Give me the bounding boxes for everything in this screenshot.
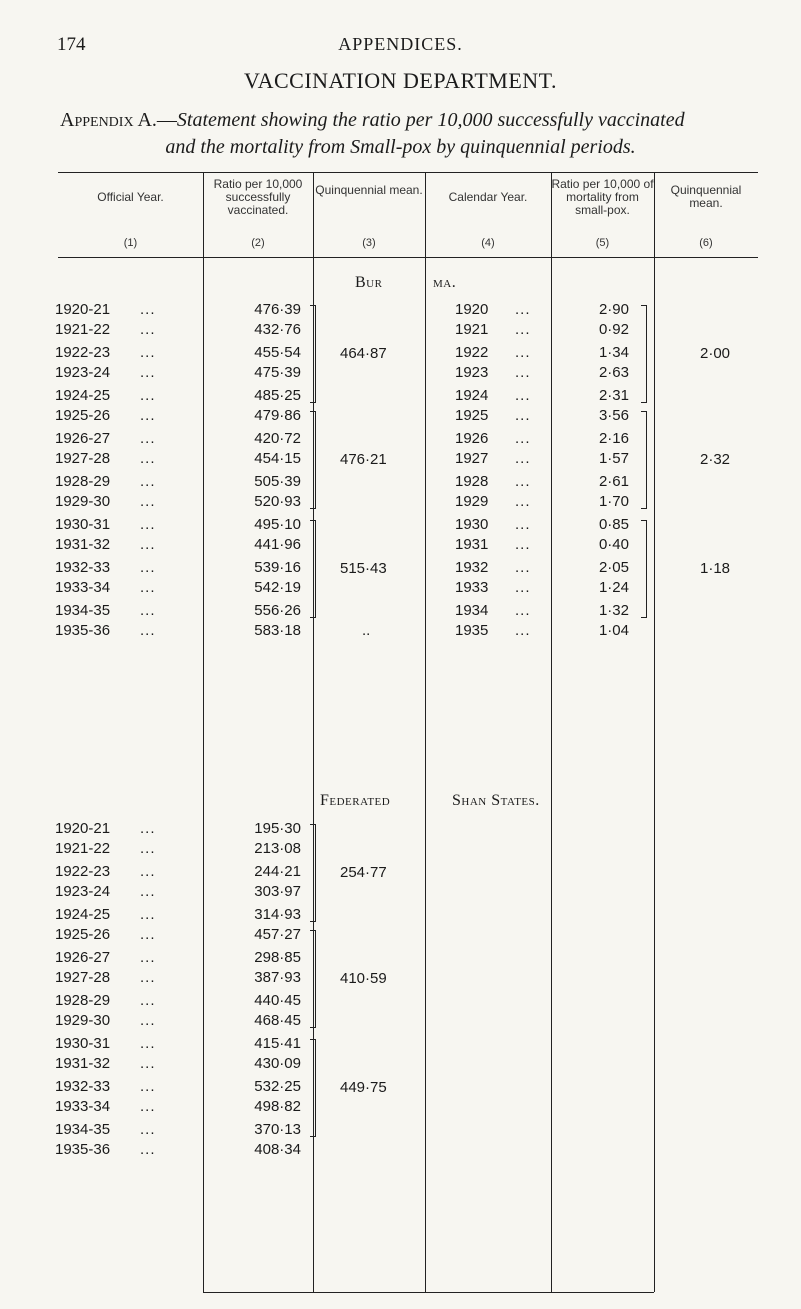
vaccination-ratio: 485·25 bbox=[254, 387, 301, 404]
leader-dots: ... bbox=[140, 407, 156, 424]
official-year: 1926-27 bbox=[55, 949, 111, 966]
table-row bbox=[0, 926, 801, 946]
vaccination-ratio: 432·76 bbox=[254, 321, 301, 338]
quinquennial-mean: 2·00 bbox=[700, 345, 731, 362]
official-year: 1924-25 bbox=[55, 387, 111, 404]
leader-dots: ... bbox=[140, 1055, 156, 1072]
page-number: 174 bbox=[57, 34, 86, 55]
official-year: 1931-32 bbox=[55, 1055, 111, 1072]
vaccination-ratio: 244·21 bbox=[254, 863, 301, 880]
table-row bbox=[0, 516, 801, 536]
official-year: 1925-26 bbox=[55, 926, 111, 943]
caption-line-2: and the mortality from Small-pox by quinquennial periods. bbox=[165, 136, 636, 158]
leader-dots: ... bbox=[140, 926, 156, 943]
column-header: Ratio per 10,000 of mortality from small-pox. bbox=[551, 176, 654, 217]
official-year: 1923-24 bbox=[55, 883, 111, 900]
leader-dots: ... bbox=[140, 1121, 156, 1138]
leader-dots: ... bbox=[140, 969, 156, 986]
leader-dots: ... bbox=[140, 1078, 156, 1095]
table-row bbox=[0, 559, 801, 579]
calendar-year: 1934 bbox=[455, 602, 489, 619]
calendar-year: 1929 bbox=[455, 493, 489, 510]
leader-dots: ... bbox=[140, 1012, 156, 1029]
column-header: Calendar Year. bbox=[448, 189, 528, 204]
vaccination-ratio: 495·10 bbox=[254, 516, 301, 533]
vaccination-ratio: 498·82 bbox=[254, 1098, 301, 1115]
table-row bbox=[0, 493, 801, 513]
leader-dots: ... bbox=[140, 820, 156, 837]
official-year: 1935-36 bbox=[55, 1141, 111, 1158]
vaccination-ratio: 314·93 bbox=[254, 906, 301, 923]
leader-dots: ... bbox=[515, 387, 531, 404]
leader-dots: ... bbox=[140, 883, 156, 900]
mortality-ratio: 2·31 bbox=[598, 387, 629, 404]
column-header: Quinquennial mean. bbox=[670, 183, 742, 210]
leader-dots: ... bbox=[140, 516, 156, 533]
mortality-ratio: 0·92 bbox=[598, 321, 629, 338]
official-year: 1921-22 bbox=[55, 321, 111, 338]
calendar-year: 1921 bbox=[455, 321, 489, 338]
official-year: 1928-29 bbox=[55, 473, 111, 490]
calendar-year: 1926 bbox=[455, 430, 489, 447]
official-year: 1929-30 bbox=[55, 1012, 111, 1029]
table-row bbox=[0, 906, 801, 926]
leader-dots: ... bbox=[140, 559, 156, 576]
vaccination-ratio: 455·54 bbox=[254, 344, 301, 361]
running-head: APPENDICES. bbox=[338, 34, 463, 54]
official-year: 1935-36 bbox=[55, 622, 111, 639]
calendar-year: 1935 bbox=[455, 622, 489, 639]
leader-dots: ... bbox=[515, 516, 531, 533]
official-year: 1923-24 bbox=[55, 364, 111, 381]
official-year: 1931-32 bbox=[55, 536, 111, 553]
official-year: 1927-28 bbox=[55, 969, 111, 986]
vaccination-ratio: 420·72 bbox=[254, 430, 301, 447]
leader-dots: ... bbox=[140, 321, 156, 338]
leader-dots: ... bbox=[140, 387, 156, 404]
caption-letter: A.— bbox=[133, 109, 177, 131]
official-year: 1922-23 bbox=[55, 863, 111, 880]
table-row bbox=[0, 387, 801, 407]
mortality-ratio: 1·57 bbox=[598, 450, 629, 467]
vaccination-ratio: 475·39 bbox=[254, 364, 301, 381]
table-row bbox=[0, 820, 801, 840]
table-row bbox=[0, 602, 801, 622]
table-row bbox=[0, 1055, 801, 1075]
group-brace bbox=[640, 520, 647, 618]
table-row bbox=[0, 473, 801, 493]
vaccination-ratio: 479·86 bbox=[254, 407, 301, 424]
official-year: 1920-21 bbox=[55, 820, 111, 837]
leader-dots: ... bbox=[140, 450, 156, 467]
group-brace bbox=[309, 411, 316, 509]
official-year: 1930-31 bbox=[55, 1035, 111, 1052]
table-row bbox=[0, 992, 801, 1012]
mortality-ratio: 1·32 bbox=[598, 602, 629, 619]
caption-label: Appendix bbox=[60, 109, 134, 131]
leader-dots: ... bbox=[140, 1035, 156, 1052]
table-row bbox=[0, 407, 801, 427]
official-year: 1928-29 bbox=[55, 992, 111, 1009]
mortality-ratio: 3·56 bbox=[598, 407, 629, 424]
leader-dots: ... bbox=[140, 493, 156, 510]
vaccination-ratio: 556·26 bbox=[254, 602, 301, 619]
mortality-ratio: 1·04 bbox=[598, 622, 629, 639]
official-year: 1926-27 bbox=[55, 430, 111, 447]
leader-dots: ... bbox=[140, 949, 156, 966]
calendar-year: 1924 bbox=[455, 387, 489, 404]
table-top-rule bbox=[58, 172, 758, 173]
column-number: (2) bbox=[251, 237, 265, 249]
leader-dots: ... bbox=[515, 407, 531, 424]
calendar-year: 1933 bbox=[455, 579, 489, 596]
vaccination-ratio: 195·30 bbox=[254, 820, 301, 837]
group-brace bbox=[309, 930, 316, 1028]
official-year: 1932-33 bbox=[55, 559, 111, 576]
quinquennial-mean: 476·21 bbox=[340, 451, 387, 468]
vaccination-ratio: 370·13 bbox=[254, 1121, 301, 1138]
section-heading-left: Bur bbox=[355, 274, 383, 291]
table-row bbox=[0, 949, 801, 969]
leader-dots: ... bbox=[515, 559, 531, 576]
vaccination-ratio: 415·41 bbox=[254, 1035, 301, 1052]
leader-dots: ... bbox=[140, 473, 156, 490]
vaccination-ratio: 583·18 bbox=[254, 622, 301, 639]
vaccination-ratio: 303·97 bbox=[254, 883, 301, 900]
quinquennial-mean: 449·75 bbox=[340, 1079, 387, 1096]
mortality-ratio: 2·63 bbox=[598, 364, 629, 381]
section-heading-right: Shan States. bbox=[452, 792, 540, 809]
table-row bbox=[0, 301, 801, 321]
leader-dots: ... bbox=[140, 344, 156, 361]
leader-dots: ... bbox=[515, 493, 531, 510]
group-brace bbox=[640, 305, 647, 403]
header-bottom-rule bbox=[58, 257, 758, 258]
table-row bbox=[0, 579, 801, 599]
mortality-ratio: 1·34 bbox=[598, 344, 629, 361]
quinquennial-mean: 464·87 bbox=[340, 345, 387, 362]
official-year: 1933-34 bbox=[55, 1098, 111, 1115]
vaccination-ratio: 539·16 bbox=[254, 559, 301, 576]
group-brace bbox=[640, 411, 647, 509]
caption-text-1: Statement showing the ratio per 10,000 successfully vaccinated bbox=[176, 109, 685, 131]
leader-dots: ... bbox=[515, 364, 531, 381]
column-header: Quinquennial mean. bbox=[315, 183, 423, 197]
official-year: 1924-25 bbox=[55, 906, 111, 923]
group-brace bbox=[309, 824, 316, 922]
official-year: 1934-35 bbox=[55, 602, 111, 619]
section-heading-left: Federated bbox=[320, 792, 391, 809]
leader-dots: ... bbox=[140, 364, 156, 381]
table-bottom-rule bbox=[203, 1292, 654, 1293]
table-row bbox=[0, 1141, 801, 1161]
vaccination-ratio: 454·15 bbox=[254, 450, 301, 467]
vaccination-ratio: 298·85 bbox=[254, 949, 301, 966]
table-row bbox=[0, 430, 801, 450]
vaccination-ratio: 532·25 bbox=[254, 1078, 301, 1095]
table-row bbox=[0, 1035, 801, 1055]
leader-dots: ... bbox=[515, 301, 531, 318]
mortality-ratio: 1·24 bbox=[598, 579, 629, 596]
vaccination-ratio: 468·45 bbox=[254, 1012, 301, 1029]
leader-dots: ... bbox=[515, 579, 531, 596]
official-year: 1922-23 bbox=[55, 344, 111, 361]
table-row bbox=[0, 1078, 801, 1098]
column-number: (3) bbox=[362, 237, 376, 249]
leader-dots: ... bbox=[140, 536, 156, 553]
group-brace bbox=[309, 305, 316, 403]
table-row bbox=[0, 622, 801, 642]
leader-dots: ... bbox=[140, 992, 156, 1009]
vaccination-ratio: 430·09 bbox=[254, 1055, 301, 1072]
vaccination-ratio: 440·45 bbox=[254, 992, 301, 1009]
caption-line-1 bbox=[60, 109, 685, 132]
vaccination-ratio: 520·93 bbox=[254, 493, 301, 510]
leader-dots: ... bbox=[140, 430, 156, 447]
calendar-year: 1930 bbox=[455, 516, 489, 533]
table-row bbox=[0, 840, 801, 860]
official-year: 1925-26 bbox=[55, 407, 111, 424]
vaccination-ratio: 505·39 bbox=[254, 473, 301, 490]
official-year: 1930-31 bbox=[55, 516, 111, 533]
official-year: 1932-33 bbox=[55, 1078, 111, 1095]
page-title: VACCINATION DEPARTMENT. bbox=[244, 68, 557, 93]
leader-dots: ... bbox=[140, 579, 156, 596]
table-row bbox=[0, 863, 801, 883]
table-row bbox=[0, 450, 801, 470]
calendar-year: 1928 bbox=[455, 473, 489, 490]
leader-dots: ... bbox=[140, 1098, 156, 1115]
table-row bbox=[0, 883, 801, 903]
quinquennial-mean: 1·18 bbox=[700, 560, 731, 577]
leader-dots: ... bbox=[140, 602, 156, 619]
vaccination-ratio: 213·08 bbox=[254, 840, 301, 857]
leader-dots: ... bbox=[515, 450, 531, 467]
leader-dots: ... bbox=[140, 622, 156, 639]
leader-dots: ... bbox=[140, 301, 156, 318]
vaccination-ratio: 441·96 bbox=[254, 536, 301, 553]
quinquennial-mean: 254·77 bbox=[340, 864, 387, 881]
quinquennial-mean: 2·32 bbox=[700, 451, 731, 468]
mortality-ratio: 2·90 bbox=[598, 301, 629, 318]
vaccination-ratio: 476·39 bbox=[254, 301, 301, 318]
leader-dots: ... bbox=[515, 536, 531, 553]
table-row bbox=[0, 969, 801, 989]
column-number: (4) bbox=[481, 237, 495, 249]
leader-dots: ... bbox=[515, 602, 531, 619]
vaccination-ratio: 457·27 bbox=[254, 926, 301, 943]
leader-dots: ... bbox=[515, 321, 531, 338]
mortality-ratio: 0·40 bbox=[598, 536, 629, 553]
column-header: Ratio per 10,000 successfully vaccinated. bbox=[213, 176, 303, 217]
vaccination-ratio: 408·34 bbox=[254, 1141, 301, 1158]
column-number: (5) bbox=[595, 237, 610, 249]
group-brace bbox=[309, 520, 316, 618]
table-row bbox=[0, 1121, 801, 1141]
column-header: Official Year. bbox=[97, 189, 164, 204]
leader-dots: ... bbox=[140, 840, 156, 857]
table-row bbox=[0, 1012, 801, 1032]
table-row bbox=[0, 536, 801, 556]
vaccination-ratio: 542·19 bbox=[254, 579, 301, 596]
mortality-ratio: 2·05 bbox=[598, 559, 629, 576]
vaccination-ratio: 387·93 bbox=[254, 969, 301, 986]
official-year: 1921-22 bbox=[55, 840, 111, 857]
mortality-ratio: 0·85 bbox=[598, 516, 629, 533]
official-year: 1929-30 bbox=[55, 493, 111, 510]
table-row bbox=[0, 364, 801, 384]
official-year: 1934-35 bbox=[55, 1121, 111, 1138]
leader-dots: ... bbox=[515, 622, 531, 639]
column-number: (1) bbox=[123, 237, 138, 249]
section-heading-right: ma. bbox=[433, 274, 457, 291]
mortality-ratio: 2·16 bbox=[598, 430, 629, 447]
mortality-ratio: 1·70 bbox=[598, 493, 629, 510]
official-year: 1920-21 bbox=[55, 301, 111, 318]
leader-dots: ... bbox=[140, 863, 156, 880]
quinquennial-mean: 515·43 bbox=[340, 560, 387, 577]
calendar-year: 1925 bbox=[455, 407, 489, 424]
table-row bbox=[0, 321, 801, 341]
calendar-year: 1931 bbox=[455, 536, 489, 553]
official-year: 1927-28 bbox=[55, 450, 111, 467]
leader-dots: ... bbox=[140, 906, 156, 923]
quinquennial-mean: 410·59 bbox=[340, 970, 387, 987]
calendar-year: 1920 bbox=[455, 301, 489, 318]
leader-dots: ... bbox=[140, 1141, 156, 1158]
group-brace bbox=[309, 1039, 316, 1137]
leader-dots: ... bbox=[515, 344, 531, 361]
leader-dots: ... bbox=[515, 430, 531, 447]
calendar-year: 1927 bbox=[455, 450, 489, 467]
calendar-year: 1922 bbox=[455, 344, 489, 361]
ditto-mark: .. bbox=[362, 622, 371, 639]
column-number: (6) bbox=[699, 237, 713, 249]
table-row bbox=[0, 1098, 801, 1118]
table-row bbox=[0, 344, 801, 364]
leader-dots: ... bbox=[515, 473, 531, 490]
official-year: 1933-34 bbox=[55, 579, 111, 596]
calendar-year: 1923 bbox=[455, 364, 489, 381]
calendar-year: 1932 bbox=[455, 559, 489, 576]
mortality-ratio: 2·61 bbox=[598, 473, 629, 490]
